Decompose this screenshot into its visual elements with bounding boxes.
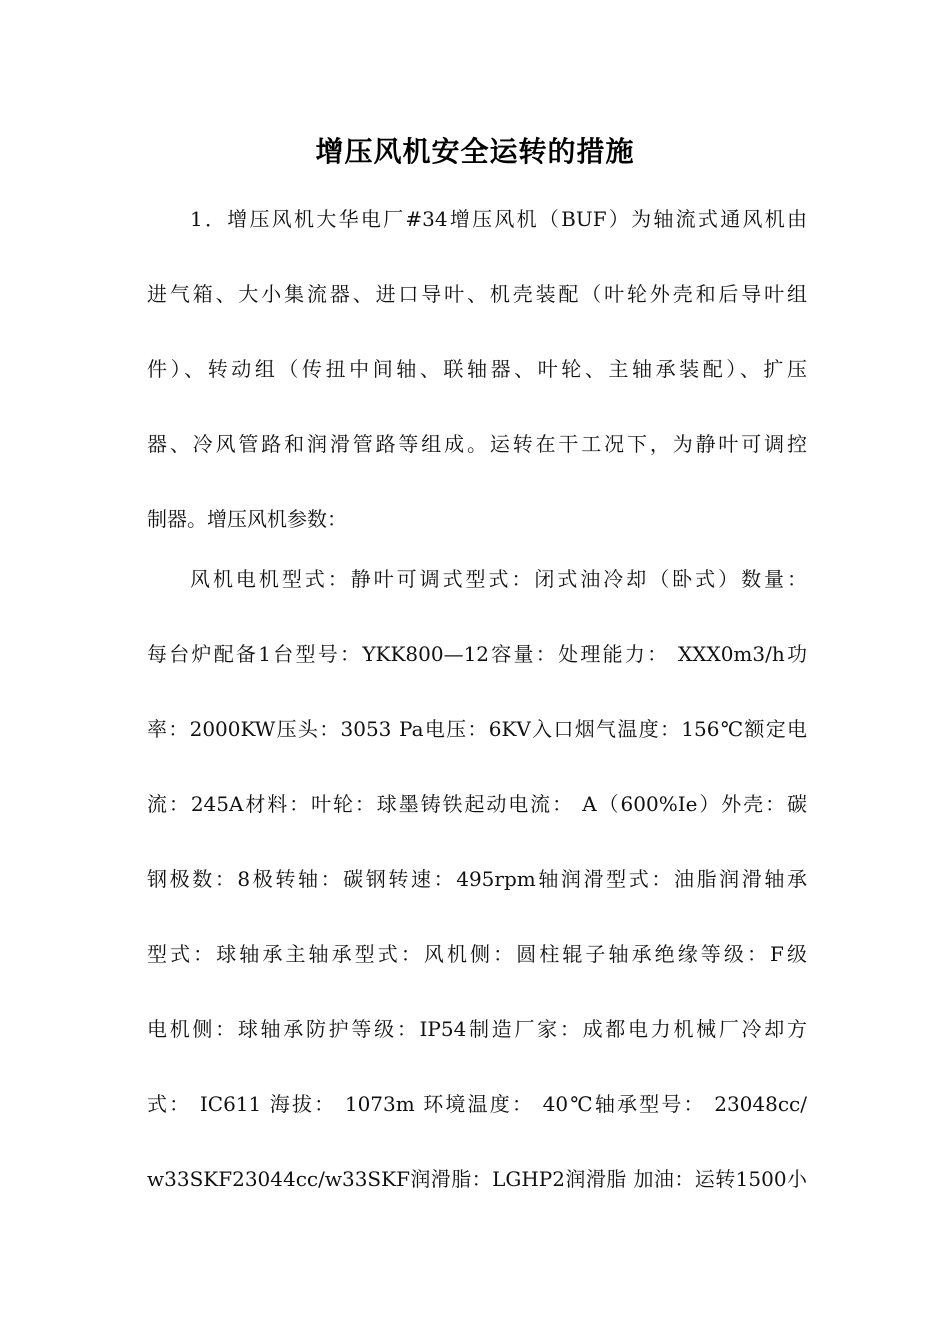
paragraph-line-2: 进气箱、大小集流器、进口导叶、机壳装配（叶轮外壳和后导叶组 <box>147 282 807 306</box>
paragraph-line-8: 率：2000KW压头：3053 Pa电压：6KV入口烟气温度：156℃额定电 <box>147 717 807 741</box>
paragraph-line-10: 钢极数：8极转轴：碳钢转速：495rpm轴润滑型式：油脂润滑轴承 <box>147 867 807 891</box>
paragraph-line-1: 1．增压风机大华电厂#34增压风机（BUF）为轴流式通风机由 <box>190 207 807 231</box>
paragraph-line-11: 型式：球轴承主轴承型式：风机侧：圆柱辊子轴承绝缘等级：F级 <box>147 942 807 966</box>
document-title: 增压风机安全运转的措施 <box>315 135 635 168</box>
paragraph-line-5: 制器。增压风机参数： <box>147 507 347 531</box>
paragraph-line-14: w33SKF23044cc/w33SKF润滑脂：LGHP2润滑脂 加油：运转1500小 <box>147 1167 807 1191</box>
paragraph-line-3: 件）、转动组（传扭中间轴、联轴器、叶轮、主轴承装配）、扩压 <box>147 357 807 381</box>
paragraph-line-7: 每台炉配备1台型号：YKK800—12容量：处理能力： XXX0m3/h功 <box>147 642 807 666</box>
paragraph-line-13: 式： IC611 海拔： 1073m 环境温度： 40℃轴承型号： 23048cc/ <box>147 1092 807 1116</box>
paragraph-line-12: 电机侧：球轴承防护等级：IP54制造厂家：成都电力机械厂冷却方 <box>147 1017 807 1041</box>
paragraph-line-4: 器、冷风管路和润滑管路等组成。运转在干工况下，为静叶可调控 <box>147 432 807 456</box>
paragraph-line-6: 风机电机型式：静叶可调式型式：闭式油冷却（卧式）数量： <box>190 567 807 591</box>
paragraph-line-9: 流：245A材料：叶轮：球墨铸铁起动电流： A（600%Ie）外壳：碳 <box>147 792 807 816</box>
